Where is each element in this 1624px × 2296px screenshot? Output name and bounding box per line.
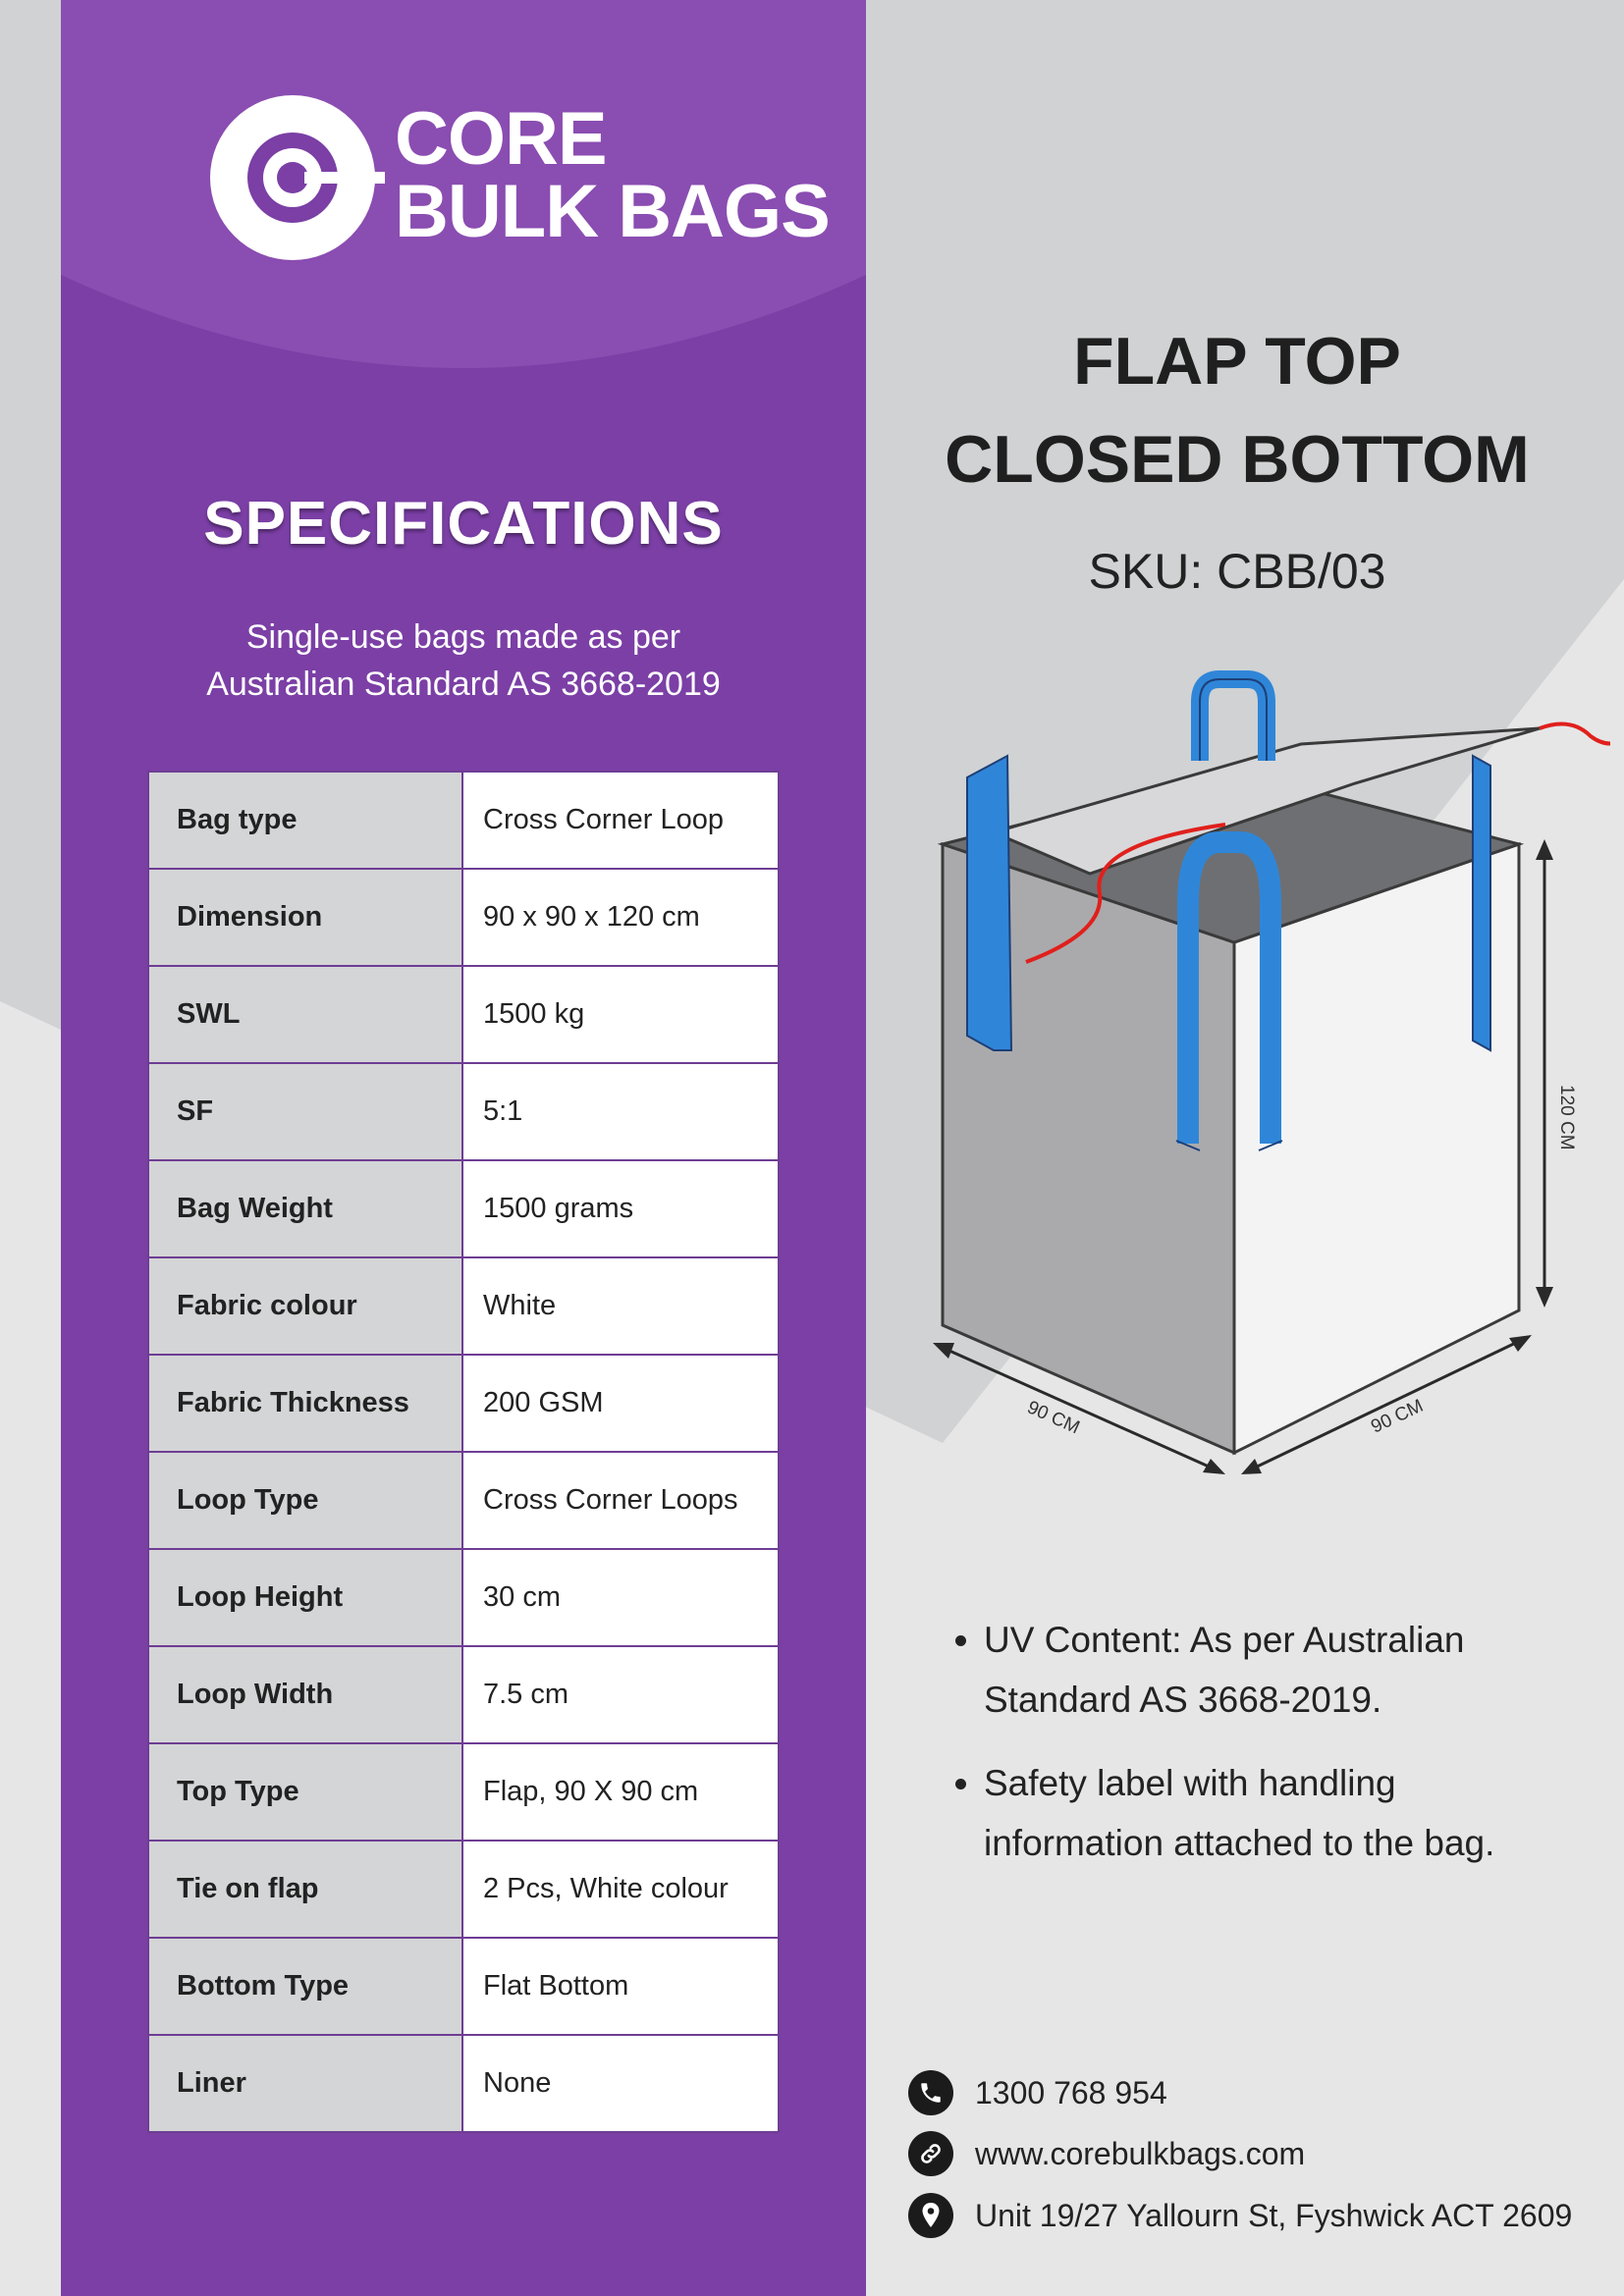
spec-value: 1500 kg [462,966,779,1063]
spec-label: Bag Weight [148,1160,462,1257]
spec-label: SF [148,1063,462,1160]
address-text: Unit 19/27 Yallourn St, Fyshwick ACT 2609 [975,2197,1573,2233]
phone-icon [908,2070,953,2115]
brand-logo [208,93,866,270]
feature-list [943,1610,1624,1896]
spec-row [148,2035,779,2132]
spec-row [148,966,779,1063]
spec-label: Dimension [148,869,462,966]
phone-number: 1300 768 954 [975,2074,1167,2110]
specifications-table [147,771,780,2133]
spec-value: Cross Corner Loop [462,772,779,869]
spec-label: Liner [148,2035,462,2132]
spec-row [148,1646,779,1743]
spec-row [148,1841,779,1938]
spec-label: Loop Type [148,1452,462,1549]
feature-item [984,1610,1624,1730]
product-title-line1: FLAP TOP [1073,324,1401,399]
spec-row [148,1257,779,1355]
spec-value: 30 cm [462,1549,779,1646]
specifications-subtitle [61,614,866,708]
feature-item [984,1753,1624,1873]
spec-value: 1500 grams [462,1160,779,1257]
dimension-width-right-label: 90 CM [1368,1395,1427,1438]
spec-value: 5:1 [462,1063,779,1160]
brand-name-line2: BULK BAGS [395,170,830,253]
feature-uv-line1: UV Content: As per Australian [984,1620,1465,1660]
spec-row [148,869,779,966]
dimension-width-left-label: 90 CM [1023,1397,1083,1439]
spec-row [148,1160,779,1257]
product-title [884,312,1591,508]
spec-label: SWL [148,966,462,1063]
spec-label: Fabric colour [148,1257,462,1355]
website-link[interactable]: www.corebulkbags.com [975,2135,1306,2171]
contact-website[interactable] [908,2129,1305,2178]
spec-value: 7.5 cm [462,1646,779,1743]
spec-row [148,1549,779,1646]
spec-row [148,1452,779,1549]
product-title-line2: CLOSED BOTTOM [945,422,1530,497]
contact-phone[interactable] [908,2068,1167,2117]
spec-label: Fabric Thickness [148,1355,462,1452]
dimension-height-label: 120 CM [1556,1085,1577,1150]
spec-value: White [462,1257,779,1355]
specifications-panel [61,0,866,2296]
spec-row [148,1355,779,1452]
link-icon [908,2131,953,2176]
spec-value: None [462,2035,779,2132]
spec-label: Loop Height [148,1549,462,1646]
subtitle-line1: Single-use bags made as per [245,618,681,656]
subtitle-line2: Australian Standard AS 3668-2019 [206,666,721,703]
spec-label: Bottom Type [148,1938,462,2035]
spec-value: Flap, 90 X 90 cm [462,1743,779,1841]
feature-uv-line2: Standard AS 3668-2019. [984,1680,1382,1720]
spec-row [148,772,779,869]
spec-label: Loop Width [148,1646,462,1743]
spec-value: 2 Pcs, White colour [462,1841,779,1938]
bulk-bag-illustration [923,667,1610,1502]
spec-label: Tie on flap [148,1841,462,1938]
specifications-title: SPECIFICATIONS [203,490,724,558]
contact-address [908,2191,1572,2240]
logo-mark-icon [208,93,385,270]
spec-value: 200 GSM [462,1355,779,1452]
spec-value: 90 x 90 x 120 cm [462,869,779,966]
brand-name-line1: CORE [395,97,607,181]
spec-row [148,1063,779,1160]
spec-row [148,1938,779,2035]
spec-label: Top Type [148,1743,462,1841]
spec-value: Cross Corner Loops [462,1452,779,1549]
spec-label: Bag type [148,772,462,869]
product-sku: SKU: CBB/03 [1088,544,1386,599]
location-pin-icon [908,2193,953,2238]
spec-value: Flat Bottom [462,1938,779,2035]
feature-label-line2: information attached to the bag. [984,1823,1495,1863]
spec-row [148,1743,779,1841]
feature-label-line1: Safety label with handling [984,1763,1396,1803]
